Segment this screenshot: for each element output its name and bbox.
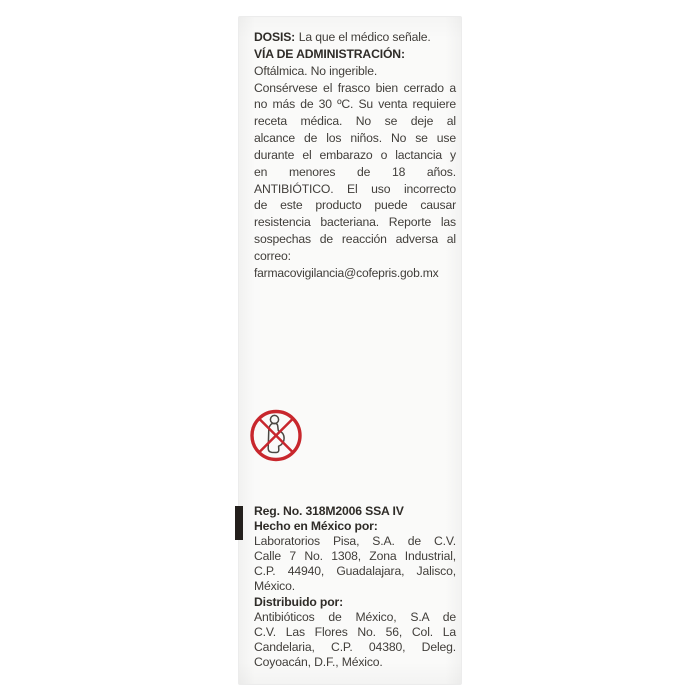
warning-line: ANTIBIÓTICO. El uso incorrecto xyxy=(254,181,456,196)
manufacturer-address-line: Calle 7 No. 1308, Zona Industrial, xyxy=(254,549,456,564)
warning-line: Consérvese el frasco bien cerrado a xyxy=(254,80,456,95)
distributor-address-line: Antibióticos de México, S.A de xyxy=(254,609,456,624)
warning-line: en menores de 18 años. xyxy=(254,164,456,179)
correo-label: correo: xyxy=(254,248,291,263)
warning-line: sospechas de reacción adversa al xyxy=(254,232,456,247)
legal-text-block xyxy=(239,504,461,670)
warning-line: resistencia bacteriana. Reporte las xyxy=(254,215,456,230)
no-pregnancy-icon xyxy=(248,407,304,464)
distributor-address-line: Candelaria, C.P. 04380, Deleg. xyxy=(254,639,456,654)
dosage-text: La que el médico señale. xyxy=(298,30,431,44)
dosage-line xyxy=(254,29,456,46)
pharmacovigilance-email: farmacovigilancia@cofepris.gob.mx xyxy=(254,265,439,280)
manufacturer-address-line: Laboratorios Pisa, S.A. de C.V. xyxy=(254,534,456,549)
warning-line: de este producto puede causar xyxy=(254,198,456,213)
warning-line: alcance de los niños. No se use xyxy=(254,131,456,146)
manufacturer-address-line: C.P. 44940, Guadalajara, Jalisco, xyxy=(254,564,456,579)
distributor-address-line: C.V. Las Flores No. 56, Col. La xyxy=(254,624,456,639)
distributor-address-line: Coyoacán, D.F., México. xyxy=(254,654,383,669)
administration-route-text: Oftálmica. No ingerible. xyxy=(254,63,378,78)
manufacturer-address-line: México. xyxy=(254,579,295,594)
warning-line: no más de 30 ºC. Su venta requiere xyxy=(254,97,456,112)
warning-line: durante el embarazo o lactancia y xyxy=(254,147,456,162)
usage-text-block xyxy=(239,29,461,282)
dosage-label: DOSIS: xyxy=(254,30,296,44)
administration-route-heading: VÍA DE ADMINISTRACIÓN: xyxy=(254,46,405,61)
distributor-heading: Distribuido por: xyxy=(254,594,343,609)
warning-line: receta médica. No se deje al xyxy=(254,114,456,129)
made-in-heading: Hecho en México por: xyxy=(254,519,378,534)
package-label-panel xyxy=(238,16,462,685)
registration-number: Reg. No. 318M2006 SSA IV xyxy=(254,504,404,518)
